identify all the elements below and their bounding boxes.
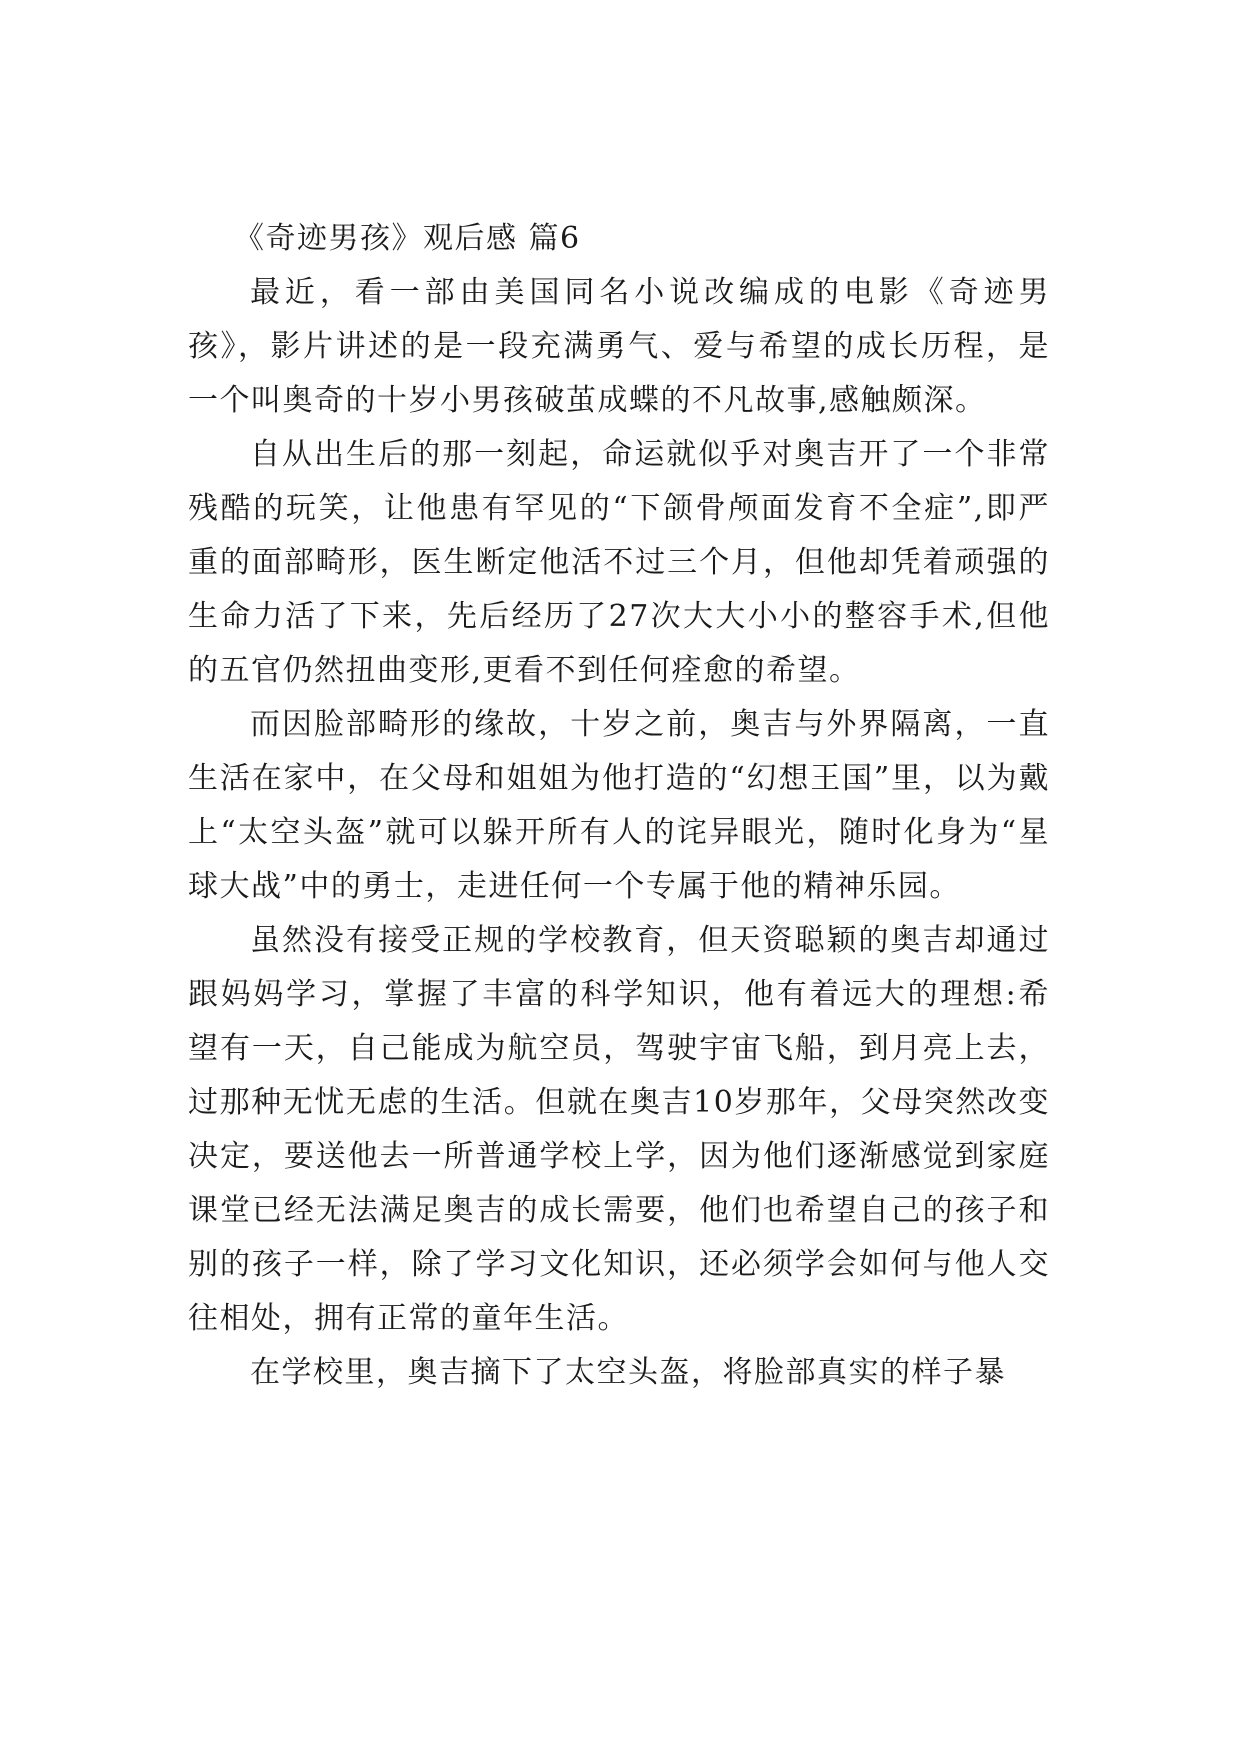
paragraph-3: 而因脸部畸形的缘故，十岁之前，奥吉与外界隔离，一直生活在家中，在父母和姐姐为他打造的“幻想王国”里，以为戴上“太空头盔”就可以躲开所有人的诧异眼光，随时化身为“星球大战”中的勇士，走进任何一个专属于他的精神乐园。 — [188, 707, 1050, 904]
document-body — [188, 212, 1050, 1400]
document-title: 《奇迹男孩》观后感 篇6 — [234, 221, 581, 256]
paragraph-5: 在学校里，奥吉摘下了太空头盔，将脸部真实的样子暴 — [250, 1355, 1006, 1390]
paragraph-4: 虽然没有接受正规的学校教育，但天资聪颖的奥吉却通过跟妈妈学习，掌握了丰富的科学知识，他有着远大的理想:希望有一天，自己能成为航空员，驾驶宇宙飞船，到月亮上去，过那种无忧无虑的生活。但就在奥吉10岁那年，父母突然改变决定，要送他去一所普通学校上学，因为他们逐渐感觉到家庭课堂已经无法满足奥吉的成长需要，他们也希望自己的孩子和别的孩子一样，除了学习文化知识，还必须学会如何与他人交往相处，拥有正常的童年生活。 — [188, 923, 1050, 1336]
paragraph-1: 最近，看一部由美国同名小说改编成的电影《奇迹男孩》，影片讲述的是一段充满勇气、爱与希望的成长历程，是一个叫奥奇的十岁小男孩破茧成蝶的不凡故事,感触颇深。 — [188, 275, 1050, 418]
paragraph-2: 自从出生后的那一刻起，命运就似乎对奥吉开了一个非常残酷的玩笑，让他患有罕见的“下颌骨颅面发育不全症”,即严重的面部畸形，医生断定他活不过三个月，但他却凭着顽强的生命力活了下来，先后经历了27次大大小小的整容手术,但他的五官仍然扭曲变形,更看不到任何痊愈的希望。 — [188, 437, 1050, 688]
